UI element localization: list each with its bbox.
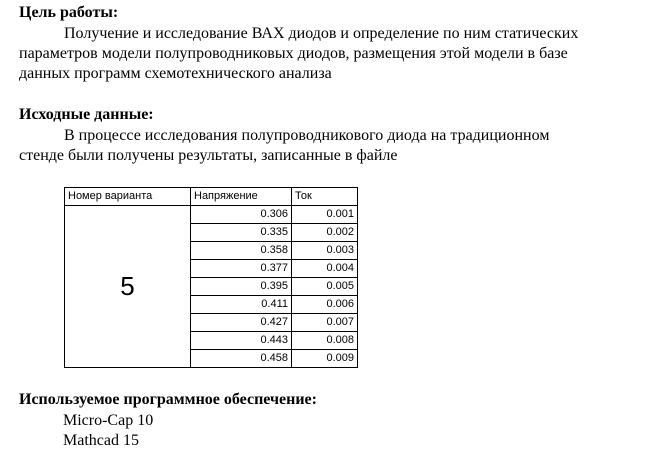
source-data-line: В процессе исследования полупроводникового диода на традиционном — [64, 127, 550, 144]
software-list — [63, 411, 153, 451]
current-cell: 0.003 — [292, 242, 358, 260]
goal-line: данных программ схемотехнического анализа — [19, 65, 332, 82]
voltage-cell: 0.306 — [191, 206, 292, 224]
voltage-cell: 0.411 — [191, 296, 292, 314]
current-cell: 0.009 — [292, 350, 358, 368]
voltage-cell: 0.358 — [191, 242, 292, 260]
source-data-line: стенде были получены результаты, записанные в файле — [19, 147, 398, 164]
current-cell: 0.005 — [292, 278, 358, 296]
current-cell: 0.008 — [292, 332, 358, 350]
goal-line: Получение и исследование ВАХ диодов и определение по ним статических — [64, 25, 579, 42]
voltage-cell: 0.335 — [191, 224, 292, 242]
current-cell: 0.004 — [292, 260, 358, 278]
results-table — [64, 187, 358, 368]
voltage-cell: 0.377 — [191, 260, 292, 278]
voltage-cell: 0.395 — [191, 278, 292, 296]
table-row — [65, 206, 358, 224]
source-data-heading: Исходные данные: — [19, 106, 154, 123]
voltage-cell: 0.427 — [191, 314, 292, 332]
software-heading: Используемое программное обеспечение: — [19, 391, 317, 408]
voltage-cell: 0.443 — [191, 332, 292, 350]
current-cell: 0.006 — [292, 296, 358, 314]
current-cell: 0.001 — [292, 206, 358, 224]
software-item: Micro-Cap 10 — [63, 412, 154, 429]
software-item: Mathcad 15 — [63, 432, 139, 449]
current-cell: 0.002 — [292, 224, 358, 242]
source-data-paragraph — [19, 126, 659, 166]
goal-paragraph — [19, 24, 659, 84]
header-current: Ток — [292, 188, 358, 206]
results-table-container — [64, 187, 358, 368]
goal-heading: Цель работы: — [19, 4, 119, 21]
table-header-row — [65, 188, 358, 206]
header-voltage: Напряжение — [191, 188, 292, 206]
variant-number: 5 — [65, 206, 191, 368]
header-variant: Номер варианта — [65, 188, 191, 206]
current-cell: 0.007 — [292, 314, 358, 332]
voltage-cell: 0.458 — [191, 350, 292, 368]
goal-line: параметров модели полупроводниковых диодов, размещения этой модели в базе — [19, 45, 568, 62]
